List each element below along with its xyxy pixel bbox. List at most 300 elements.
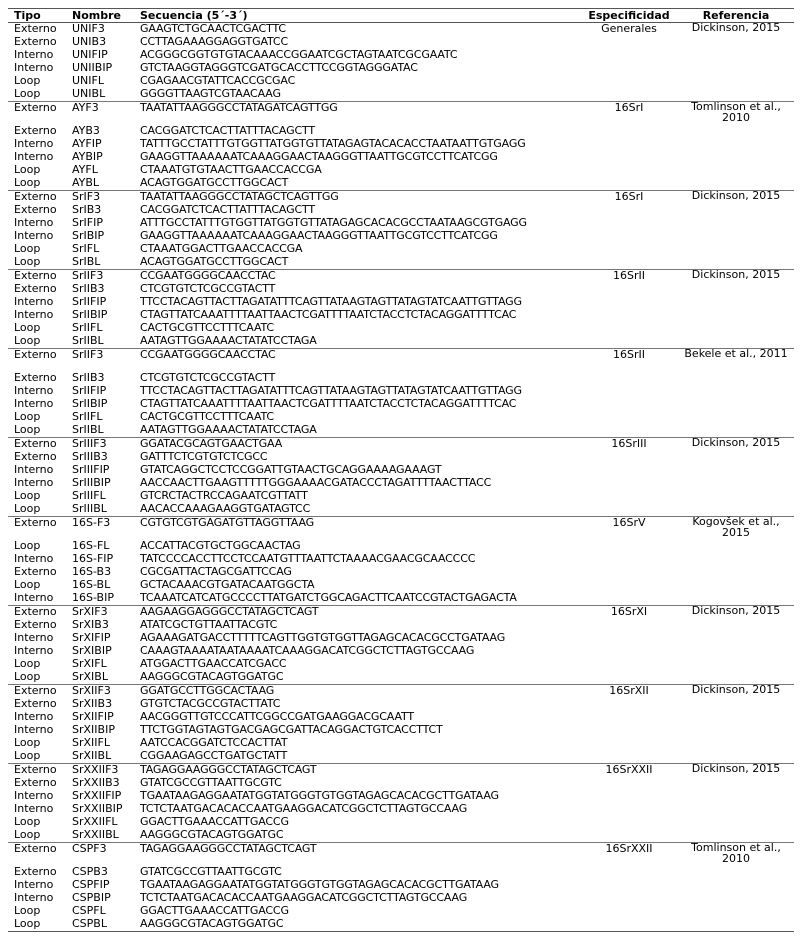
cell-nombre: SrXXIIFL [72,815,118,828]
cell-tipo: Externo [8,438,66,452]
table-row [8,23,794,37]
cell-referencia [672,243,794,256]
cell-especificidad [580,424,672,438]
cell-especificidad [580,164,672,177]
cell-especificidad: 16SrII [580,349,672,373]
cell-nombre: CSPFIP [72,878,110,891]
cell-secuencia: TTCTGGTAGTAGTGACGAGCGATTACAGGACTGTCACCTTCT [140,723,443,736]
cell-referencia [672,724,794,737]
cell-referencia [672,217,794,230]
cell-secuencia: CACTGCGTTCCTTTCAATC [140,321,274,334]
cell-tipo: Interno [14,216,54,229]
cell-referencia [672,62,794,75]
cell-secuencia: TGAATAAGAGGAATATGGTATGGGTGTGGTAGAGCACACGCTTGATAAG [140,789,499,802]
table-row [8,764,794,778]
cell-secuencia: ACGGGCGGTGTGTACAAACCGGAATCGCTAGTAATCGCGAATC [140,48,458,61]
cell-tipo: Externo [14,124,57,137]
cell-secuencia: AAGAAGGAGGGCCTATAGCTCAGT [134,606,580,620]
cell-referencia [672,540,794,553]
cell-tipo: Loop [14,410,41,423]
cell-especificidad [580,503,672,517]
cell-especificidad [580,737,672,750]
cell-especificidad [580,256,672,270]
cell-tipo: Interno [14,463,54,476]
cell-nombre: SrIFL [72,242,100,255]
cell-nombre: AYB3 [72,124,100,137]
cell-secuencia: CGCGATTACTAGCGATTCCAG [140,565,292,578]
cell-nombre: SrXIBIP [72,644,112,657]
cell-referencia: Dickinson, 2015 [672,685,794,699]
table-row [8,645,794,658]
cell-referencia [672,398,794,411]
cell-nombre: SrXIIFIP [72,710,114,723]
cell-nombre: 16S-FIP [72,552,114,565]
cell-referencia [672,164,794,177]
cell-especificidad [580,658,672,671]
cell-nombre: SrIIF3 [66,270,134,284]
cell-referencia [672,645,794,658]
cell-tipo: Externo [14,282,57,295]
table-row [8,424,794,438]
cell-nombre: SrXIF3 [66,606,134,620]
cell-tipo: Interno [14,61,54,74]
cell-especificidad [580,698,672,711]
cell-tipo: Interno [14,789,54,802]
cell-secuencia: CTCGTGTCTCGCCGTACTT [140,282,276,295]
cell-especificidad [580,671,672,685]
cell-nombre: SrIIB3 [72,282,105,295]
table-row [8,803,794,816]
header-tipo: Tipo [8,9,66,23]
cell-tipo: Loop [14,670,41,683]
cell-tipo: Loop [14,242,41,255]
cell-referencia [672,790,794,803]
cell-nombre: SrIIFL [72,410,103,423]
cell-nombre: SrXIBL [72,670,108,683]
cell-nombre: 16S-F3 [66,517,134,541]
cell-tipo: Externo [8,685,66,699]
cell-especificidad [580,88,672,102]
table-row [8,553,794,566]
cell-secuencia: CCTTAGAAAGGAGGTGATCC [140,35,288,48]
cell-secuencia: GATTTCTCGTGTCTCGCC [140,450,268,463]
cell-secuencia: CTAGTTATCAAATTTTAATTAACTCGATTTTAATCTACCTCTACAGGATTTTCAC [140,397,517,410]
cell-nombre: AYBL [72,176,100,189]
cell-secuencia: TAATATTAAGGGCCTATAGATCAGTTGG [134,102,580,126]
cell-referencia [672,36,794,49]
cell-tipo: Loop [14,321,41,334]
cell-referencia: Dickinson, 2015 [672,764,794,778]
table-row [8,918,794,932]
cell-tipo: Interno [14,137,54,150]
cell-secuencia: GGACTTGAAACCATTGACCG [140,815,289,828]
cell-secuencia: CTCGTGTCTCGCCGTACTT [140,371,276,384]
cell-nombre: 16S-BL [72,578,111,591]
cell-secuencia: GGACTTGAAACCATTGACCG [140,904,289,917]
cell-secuencia: GAAGGTTAAAAAATCAAAGGAACTAAGGGTTAATTGCGTCCTTCATCGG [140,229,498,242]
table-row [8,75,794,88]
cell-nombre: SrIBIP [72,229,105,242]
cell-nombre: CSPB3 [72,865,108,878]
cell-secuencia: GTGTCTACGCCGTACTTATC [140,697,281,710]
cell-nombre: CSPBIP [72,891,111,904]
cell-secuencia: CACGGATCTCACTTATTTACAGCTT [140,203,315,216]
cell-nombre: SrIIIB3 [72,450,108,463]
cell-referencia [672,632,794,645]
table-row [8,256,794,270]
cell-nombre: SrIF3 [66,191,134,205]
cell-referencia [672,151,794,164]
cell-tipo: Interno [14,710,54,723]
cell-tipo: Loop [14,815,41,828]
cell-secuencia: AATAGTTGGAAAACTATATCCTAGA [140,423,317,436]
cell-especificidad: 16SrXI [580,606,672,620]
cell-tipo: Interno [14,723,54,736]
table-row [8,905,794,918]
cell-nombre: 16S-BIP [72,591,114,604]
cell-secuencia: GTCRCTACTRCCAGAATCGTTATT [140,489,308,502]
cell-referencia [672,230,794,243]
cell-especificidad [580,816,672,829]
cell-secuencia: ACAGTGGATGCCTTGGCACT [140,176,289,189]
cell-tipo: Externo [14,776,57,789]
cell-referencia: Dickinson, 2015 [672,270,794,284]
cell-nombre: SrIIBL [72,334,104,347]
cell-tipo: Externo [14,203,57,216]
cell-nombre: SrIIIFL [72,489,106,502]
cell-secuencia: CGTGTCGTGAGATGTTAGGTTAAG [134,517,580,541]
cell-secuencia: GTCTAAGGTAGGGTCGATGCACCTTCCGGTAGGGATAC [140,61,418,74]
cell-referencia [672,138,794,151]
cell-secuencia: CGGAAGAGCCTGATGCTATT [140,749,288,762]
cell-tipo: Loop [14,176,41,189]
cell-nombre: CSPFL [72,904,106,917]
cell-nombre: UNIBL [72,87,106,100]
cell-tipo: Loop [14,904,41,917]
cell-secuencia: AAGGGCGTACAGTGGATGC [140,828,284,841]
cell-secuencia: TATTTGCCTATTTGTGGTTATGGTGTTATAGAGTACACACCTAATAATTGTGAGG [140,137,526,150]
cell-nombre: SrIBL [72,255,101,268]
cell-referencia [672,451,794,464]
cell-nombre: AYBIP [72,150,103,163]
cell-referencia [672,490,794,503]
cell-tipo: Externo [14,565,57,578]
cell-tipo: Externo [8,191,66,205]
cell-tipo: Loop [14,489,41,502]
cell-tipo: Loop [14,87,41,100]
cell-especificidad [580,918,672,932]
cell-referencia [672,411,794,424]
cell-referencia [672,579,794,592]
cell-referencia [672,49,794,62]
cell-tipo: Loop [14,334,41,347]
cell-especificidad: Generales [580,23,672,37]
cell-nombre: SrIIBIP [72,308,108,321]
cell-secuencia: TCTCTAATGACACACCAATGAAGGACATCGGCTCTTAGTGCCAAG [140,802,468,815]
cell-nombre: SrXIFIP [72,631,111,644]
cell-referencia [672,372,794,385]
cell-tipo: Interno [14,644,54,657]
cell-referencia [672,296,794,309]
cell-especificidad [580,892,672,905]
cell-especificidad [580,879,672,892]
cell-secuencia: CTAGTTATCAAATTTTAATTAACTCGATTTTAATCTACCTCTACAGGATTTTCAC [140,308,517,321]
table-row [8,230,794,243]
cell-especificidad: 16SrI [580,102,672,126]
cell-referencia [672,566,794,579]
table-row [8,335,794,349]
cell-nombre: SrXIFL [72,657,107,670]
cell-nombre: SrXIIBL [72,749,112,762]
cell-referencia [672,477,794,490]
cell-secuencia: GAAGTCTGCAACTCGACTTC [134,23,580,37]
cell-referencia [672,619,794,632]
table-row [8,517,794,541]
cell-especificidad [580,217,672,230]
cell-referencia: Tomlinson et al., 2010 [672,843,794,867]
cell-nombre: UNIFIP [72,48,108,61]
cell-tipo: Interno [14,476,54,489]
cell-referencia [672,698,794,711]
cell-secuencia: GTATCGCCGTTAATTGCGTC [140,776,282,789]
cell-nombre: SrIIBIP [72,397,108,410]
cell-nombre: AYFL [72,163,98,176]
table-row [8,349,794,373]
cell-especificidad [580,151,672,164]
table-row [8,816,794,829]
cell-referencia [672,892,794,905]
cell-nombre: SrIFIP [72,216,103,229]
cell-especificidad [580,490,672,503]
cell-especificidad [580,283,672,296]
cell-tipo: Loop [14,657,41,670]
table-row [8,88,794,102]
cell-secuencia: AACGGGTTGTCCCATTCGGCCGATGAAGGACGCAATT [140,710,414,723]
cell-secuencia: CTAAATGGACTTGAACCACCGA [140,242,303,255]
table-body [8,23,794,932]
cell-especificidad [580,711,672,724]
cell-especificidad [580,464,672,477]
cell-secuencia: TGAATAAGAGGAATATGGTATGGGTGTGGTAGAGCACACGCTTGATAAG [140,878,499,891]
cell-tipo: Externo [14,35,57,48]
cell-especificidad [580,750,672,764]
cell-especificidad [580,335,672,349]
cell-tipo: Loop [14,578,41,591]
cell-nombre: AYFIP [72,137,102,150]
cell-tipo: Interno [14,48,54,61]
cell-especificidad [580,645,672,658]
cell-tipo: Loop [14,749,41,762]
cell-tipo: Externo [8,102,66,126]
cell-especificidad: 16SrII [580,270,672,284]
cell-nombre: SrIIIF3 [66,438,134,452]
cell-referencia [672,918,794,932]
cell-nombre: SrXIIFL [72,736,110,749]
table-row [8,503,794,517]
table-row [8,606,794,620]
cell-referencia [672,879,794,892]
cell-referencia: Tomlinson et al., 2010 [672,102,794,126]
cell-referencia [672,866,794,879]
cell-nombre: SrIIBL [72,423,104,436]
cell-especificidad [580,36,672,49]
cell-referencia: Kogovšek et al., 2015 [672,517,794,541]
cell-secuencia: CTAAATGTGTAACTTGAACCACCGA [140,163,322,176]
cell-especificidad [580,905,672,918]
cell-nombre: CSPBL [66,918,134,932]
cell-tipo: Loop [14,423,41,436]
cell-especificidad [580,62,672,75]
cell-tipo: Loop [14,539,41,552]
cell-tipo: Interno [14,384,54,397]
cell-referencia [672,309,794,322]
cell-tipo: Interno [14,891,54,904]
cell-referencia [672,737,794,750]
cell-especificidad [580,385,672,398]
cell-especificidad [580,540,672,553]
cell-especificidad [580,243,672,256]
cell-secuencia: GCTACAAACGTGATACAATGGCTA [140,578,315,591]
header-referencia: Referencia [672,9,794,23]
cell-especificidad [580,866,672,879]
table-row [8,411,794,424]
cell-tipo: Loop [14,502,41,515]
cell-nombre: UNIF3 [66,23,134,37]
cell-nombre: SrIB3 [72,203,102,216]
cell-tipo: Externo [14,450,57,463]
cell-especificidad: 16SrXXII [580,843,672,867]
table-row [8,243,794,256]
cell-nombre: CSPF3 [66,843,134,867]
cell-secuencia: CCGAATGGGGCAACCTAC [134,270,580,284]
table-row [8,151,794,164]
table-row [8,164,794,177]
cell-nombre: SrIIIBL [72,502,107,515]
cell-secuencia: TATCCCCACCTTCCTCCAATGTTTAATTCTAAAACGAACGCAACCCC [140,552,476,565]
cell-especificidad [580,632,672,645]
cell-secuencia: GGATGCCTTGGCACTAAG [134,685,580,699]
cell-nombre: SrXIB3 [72,618,109,631]
cell-tipo: Loop [14,828,41,841]
cell-tipo: Interno [14,802,54,815]
cell-referencia [672,905,794,918]
cell-especificidad: 16SrIII [580,438,672,452]
cell-secuencia: GGATACGCAGTGAACTGAA [134,438,580,452]
cell-secuencia: CGAGAACGTATTCACCGCGAC [140,74,296,87]
cell-nombre: SrIIFL [72,321,103,334]
header-row [8,9,794,23]
cell-nombre: SrIIF3 [66,349,134,373]
table-row [8,477,794,490]
cell-secuencia: CACGGATCTCACTTATTTACAGCTT [140,124,315,137]
cell-nombre: UNIB3 [72,35,107,48]
cell-especificidad [580,566,672,579]
cell-nombre: SrXIIB3 [72,697,113,710]
cell-secuencia: CACTGCGTTCCTTTCAATC [140,410,274,423]
header-secuencia: Secuencia (5´-3´) [134,9,580,23]
table-header [8,9,794,23]
cell-secuencia: ACAGTGGATGCCTTGGCACT [140,255,289,268]
header-especificidad: Especificidad [580,9,672,23]
cell-tipo: Externo [14,618,57,631]
cell-especificidad [580,296,672,309]
cell-tipo: Interno [14,397,54,410]
cell-especificidad [580,411,672,424]
cell-secuencia: TAGAGGAAGGGCCTATAGCTCAGT [134,843,580,867]
table-row [8,724,794,737]
cell-especificidad [580,829,672,843]
cell-referencia [672,816,794,829]
table-row [8,671,794,685]
cell-secuencia: TCTCTAATGACACACCAATGAAGGACATCGGCTCTTAGTGCCAAG [140,891,468,904]
cell-especificidad [580,592,672,606]
cell-referencia [672,283,794,296]
cell-referencia [672,464,794,477]
cell-secuencia: CAAAGTAAAATAATAAAATCAAAGGACATCGGCTCTTAGTGCCAAG [140,644,475,657]
table-row [8,829,794,843]
cell-secuencia: TTCCTACAGTTACTTAGATATTTCAGTTATAAGTAGTTATAGTATCAATTGTTAGG [140,384,522,397]
cell-secuencia: GAAGGTTAAAAAATCAAAGGAACTAAGGGTTAATTGCGTCCTTCATCGG [140,150,498,163]
cell-especificidad [580,553,672,566]
cell-tipo: Loop [14,255,41,268]
cell-referencia [672,204,794,217]
cell-secuencia: ATTTGCCTATTTGTGGTTATGGTGTTATAGAGCACACGCCTAATAAGCGTGAGG [140,216,527,229]
cell-referencia: Dickinson, 2015 [672,191,794,205]
cell-tipo: Interno [14,229,54,242]
cell-especificidad [580,49,672,62]
cell-especificidad [580,309,672,322]
cell-secuencia: AAGGGCGTACAGTGGATGC [140,670,284,683]
table-row [8,566,794,579]
table-row [8,270,794,284]
cell-nombre: 16S-B3 [72,565,112,578]
table-row [8,843,794,867]
cell-secuencia: AACCAACTTGAAGTTTTTGGGAAAACGATACCCTAGATTTTAACTTACC [140,476,492,489]
cell-tipo: Loop [14,163,41,176]
cell-nombre: UNIIBIP [72,61,113,74]
cell-referencia: Bekele et al., 2011 [672,349,794,373]
cell-especificidad: 16SrXXII [580,764,672,778]
cell-secuencia: TAATATTAAGGGCCTATAGCTCAGTTGG [134,191,580,205]
table-row [8,322,794,335]
cell-secuencia: TCAAATCATCATGCCCCTTATGATCTGGCAGACTTCAATCCGTACTGAGACTA [140,591,517,604]
cell-especificidad [580,204,672,217]
table-row [8,177,794,191]
cell-referencia [672,553,794,566]
cell-tipo: Externo [14,697,57,710]
table-row [8,592,794,606]
cell-nombre: SrIIIBIP [72,476,111,489]
cell-secuencia: AGAAAGATGACCTTTTTCAGTTGGTGTGGTTAGAGCACACGCCTGATAAG [140,631,506,644]
cell-tipo: Externo [8,23,66,37]
cell-referencia [672,322,794,335]
cell-secuencia: ATGGACTTGAACCATCGACC [140,657,287,670]
table-row [8,685,794,699]
cell-tipo: Loop [14,736,41,749]
cell-nombre: SrXXIIBIP [72,802,123,815]
cell-especificidad [580,724,672,737]
cell-nombre: 16S-FL [72,539,110,552]
table-row [8,191,794,205]
cell-referencia [672,803,794,816]
cell-tipo: Interno [14,295,54,308]
cell-nombre: SrIIIFIP [72,463,110,476]
cell-especificidad [580,477,672,490]
cell-secuencia: GTATCGCCGTTAATTGCGTC [140,865,282,878]
cell-secuencia: GTATCAGGCTCCTCCGGATTGTAACTGCAGGAAAAGAAAGT [140,463,442,476]
cell-referencia [672,75,794,88]
cell-especificidad [580,125,672,138]
